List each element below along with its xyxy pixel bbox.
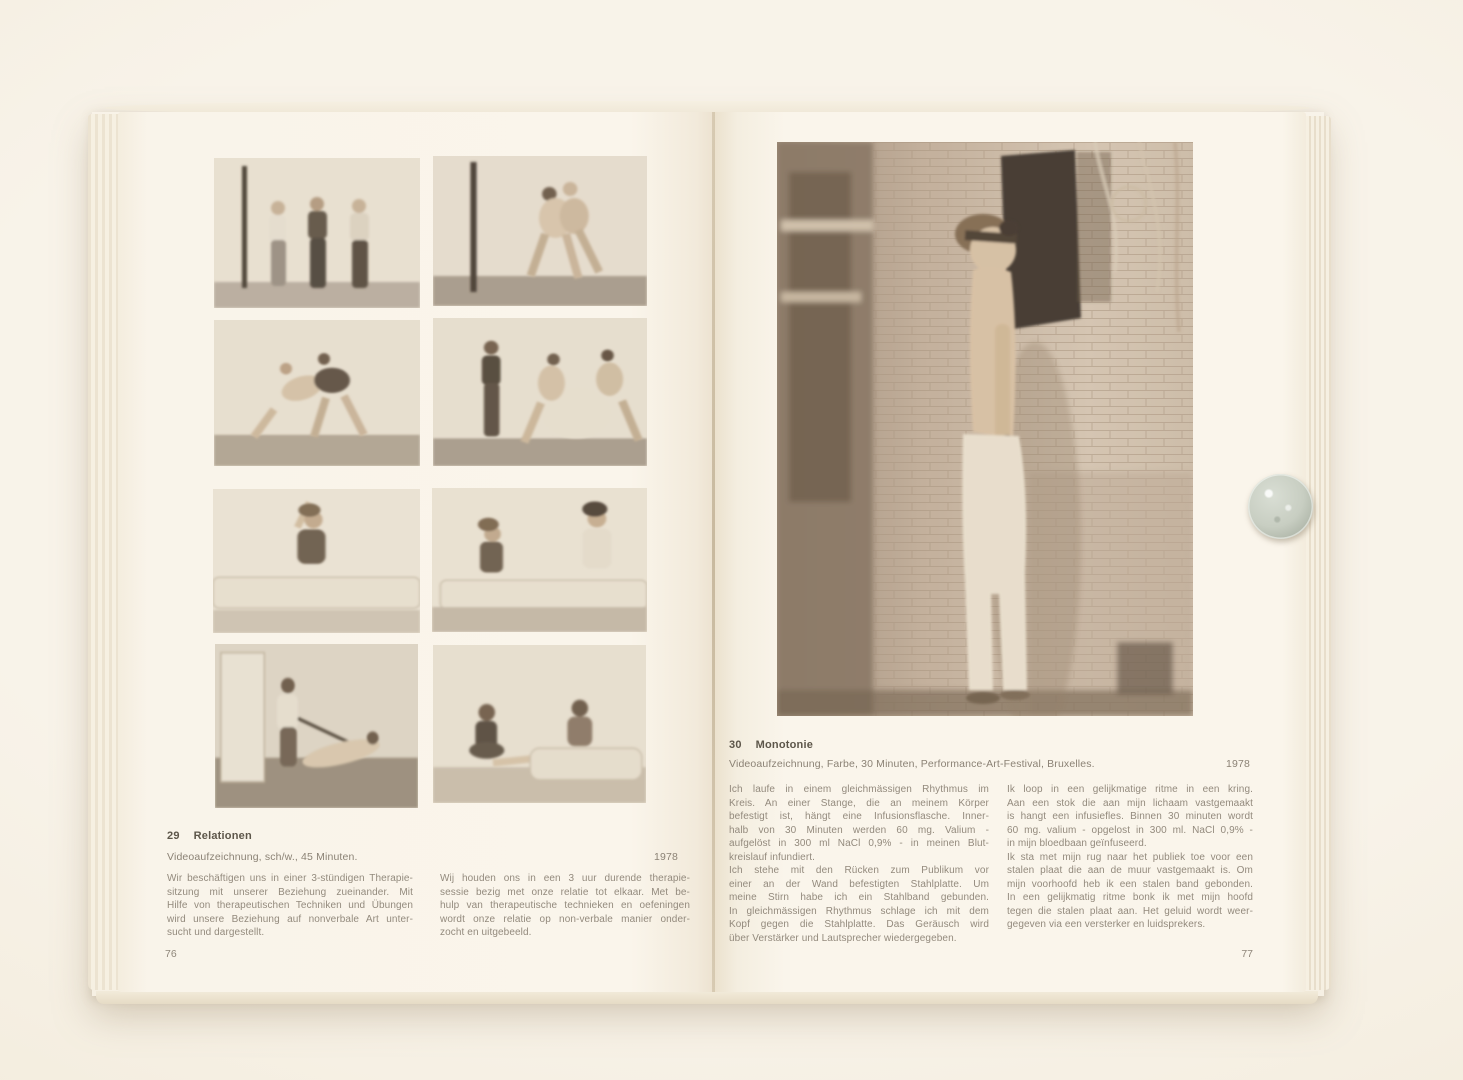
photo-illustration: [213, 489, 420, 633]
photo-two-behind-mattress: [432, 488, 647, 632]
text-dutch: Wij houden ons in een 3 uur durende therapie- sessie bezig met onze relatie tot elkaar. Met be- hulp van therapeutische technieken en oefeningen wordt onze relatie op non-verbale manier onder- zocht en uitgebeeld.: [440, 873, 690, 938]
photo-illustration: [214, 158, 420, 308]
photo-watcher-grapplers: [433, 318, 647, 466]
photo-illustration: [777, 142, 1193, 716]
work-title: Monotonie: [755, 739, 814, 751]
text-dutch: [1007, 783, 1253, 932]
text-german: [729, 783, 989, 945]
work-title: Relationen: [193, 830, 252, 842]
coin: [1248, 474, 1313, 539]
work-subtitle: Videoaufzeichnung, sch/w., 45 Minuten.: [167, 851, 358, 863]
work-subtitle: Videoaufzeichnung, Farbe, 30 Minuten, Performance-Art-Festival, Bruxelles.: [729, 758, 1095, 770]
page-stack-right-edge: [1306, 116, 1331, 990]
page-number: 76: [165, 948, 177, 960]
text-german-paragraph-1: Ich laufe in einem gleichmässigen Rhythmus im Kreis. An einer Stange, die an meinem Körper befestigt ist, hängt eine Infusionsflasche. Inner- halb von 30 Minuten werden 60 mg. Valium - aufgelöst in 300 ml NaCl 0,9% - in meinen Blut- kreislauf infundiert.: [729, 784, 989, 863]
photo-illustration: [433, 318, 647, 466]
page-stack-left-edge: [88, 114, 119, 990]
work-subtitle-row-left: [167, 851, 678, 863]
photo-two-seated-mattress: [433, 645, 646, 803]
photo-dragging-person: [215, 644, 418, 808]
photo-illustration: [215, 644, 418, 808]
text-dutch-paragraph-2: Ik sta met mijn rug naar het publiek toe voor een stalen plaat die aan de muur vastgemaakt is. Om mijn voorhoofd heb ik een stalen band gebonden. In een gelijkmatig ritme bonk ik met mijn hoofd tegen die stalen plaat aan. Het geluid wordt weer- gegeven via een versterker en luidsprekers.: [1007, 851, 1253, 930]
photo-arms-raised-mattress: [213, 489, 420, 633]
photo-illustration: [432, 488, 647, 632]
photo-three-standing: [214, 158, 420, 308]
work-title-row-left: [167, 830, 252, 842]
photo-two-lunging: [214, 320, 420, 466]
photo-two-wrestling: [433, 156, 647, 306]
text-dutch-paragraph-1: Ik loop in een gelijkmatige ritme in een kring. Aan een stok die aan mijn lichaam vastgemaakt is hangt een infusiefles. Binnen 30 minuten wordt 60 mg. valium - opgelost in 300 ml. NaCl 0,9% - in mijn bloedbaan geïnfuseerd.: [1007, 784, 1253, 849]
page-stack-bottom-edge: [96, 991, 1318, 1004]
catalog-number: 30: [729, 739, 742, 751]
catalog-number: 29: [167, 830, 180, 842]
work-year: 1978: [654, 851, 678, 863]
photo-illustration: [214, 320, 420, 466]
work-subtitle-row-right: [729, 758, 1250, 770]
work-title-row-right: [729, 739, 813, 751]
text-german-paragraph-2: Ich stehe mit den Rücken zum Publikum vor einer an der Wand befestigten Stahlplatte. Um meine Stirn habe ich ein Stahlband gebunden. In gleichmässigen Rhythmus schlage ich mit dem Kopf gegen die Stahlplatte. Das Geräusch wird über Verstärker und Lautsprecher wiedergegeben.: [729, 865, 989, 944]
text-german: Wir beschäftigen uns in einer 3-stündigen Therapie- sitzung mit unserer Beziehung zueinander. Mit Hilfe von therapeutischen Techniken und Übungen wird unsere Beziehung auf nonverbale Art unter- sucht und dargestellt.: [167, 873, 413, 938]
photo-illustration: [433, 156, 647, 306]
book-spine: [712, 112, 715, 992]
work-year: 1978: [1226, 758, 1250, 770]
photo-illustration: [433, 645, 646, 803]
page-number: 77: [1241, 948, 1253, 960]
photo-monotonie-performance: [777, 142, 1193, 716]
